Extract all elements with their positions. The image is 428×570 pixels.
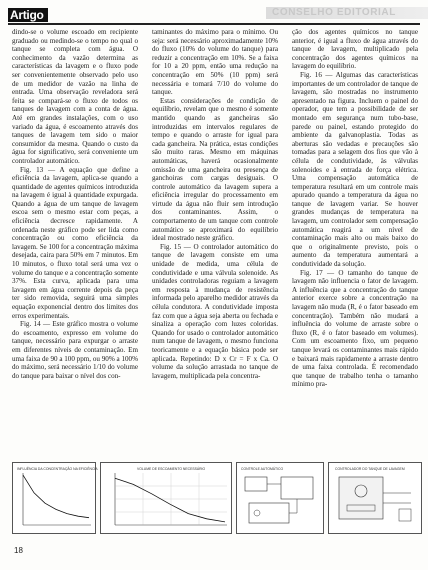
text-column-1 <box>12 28 138 380</box>
paragraph: Fig. 14 — Este gráfico mostra o volume do escoamento, expresso em volume do tanque, necessário para expurgar o arraste em diferentes níveis de contaminação. Em uma faixa de 90 a 100 ppm, ou 90% a 100% do máximo, será necessário 1/10 do volume do tanque para baixar o nível dos con- <box>12 320 138 380</box>
paragraph: Fig. 13 — A equação que define a eficiência da lavagem, aplica-se quando a quantidade de agentes químicos introduzida na lavagem é igual à quantidade expurgada. Quando a água de um tanque de lavagem escoa sem o mesmo estar com peças, a eficiência decresce rapidamente. A ordenada neste gráfico pode ser lida como concentração ou como eficiência da lavagem. Se 100 for a concentração máxima desejada, caira para 50% em 7 minutos. Em 10 minutos, o fluxo total será uma vez o volume do tanque e a concentração somente 37%. Esta curva, aplicada para uma lavagem em água corrente depois da peça ter sido removida, seguirá uma simples equação exponencial dentro dos limites dos erros experimentais. <box>12 165 138 320</box>
figure-graph-svg <box>101 463 231 533</box>
header-rule <box>8 23 420 25</box>
header-banner-text: CONSELHO EDITORIAL <box>272 7 396 18</box>
paragraph: ção dos agentes químicos no tanque anterior, é igual a fluxo de água através do tanque de lavagem, multiplicado pela concentração dos agentes químicos na lavagem do equilíbrio. <box>292 28 418 71</box>
figure-schematic-svg <box>237 463 323 533</box>
page-number: 18 <box>14 546 23 555</box>
figure-curve <box>23 475 89 518</box>
figure-concentration-graph <box>12 462 96 534</box>
text-column-3 <box>292 28 418 389</box>
text-column-2 <box>152 28 278 380</box>
paragraph: Fig. 17 — O tamanho do tanque de lavagem não influencia o fator de lavagem. A influência que a concentração do tanque anterior exerce sobre a concentração na lavagem não muda (R, é o fator baseado em concentração). Também não mudará a influência do volume de arraste sobre o fluxo (R, é o fator baseado em volumes). Com um escoamento fixo, um pequeno tanque levará os contaminantes mais rápido e baixará mais rapidamente a arraste dentro de uma faixa controlada. É recomendado que tanque de trabalho tenha o tamanho mínimo pra- <box>292 268 418 389</box>
figure-title: VOLUME DE ESCOAMENTO NECESSÁRIO <box>137 467 206 471</box>
figure-title: INFLUÊNCIA DA CONCENTRAÇÃO NA EFICIÊNCIA <box>17 467 98 471</box>
paragraph: Fig. 16 — Algumas das características importantes de um controlador de tanque de lavagem, são mostradas no instrumento apresentado na figura. Incluem o painel do operador, que tem a possibilidade de ser montado em segurança num tubo-base, parede ou painel, estando protegido do ambiente da galvanoplastia. Todas as aberturas são vedadas e precauções são tomadas para a selagem dos fios que vão à célula de condutividade, às válvulas solenoides e à entrada de força elétrica. Uma compensação automática de temperatura resultará em um controle mais apurado quando a temperatura da água no tanque de lavagem variar. Se houver grandes mudanças de temperatura na lavagem, um controlador sem compensação automática reagirá a um nível de contaminação mais alto ou mais baixo do que o originalmente previsto, pois o aumento da temperatura aumentará a condutividade da solução. <box>292 70 418 269</box>
paragraph: Fig. 15 — O controlador automático do tanque de lavagem consiste em uma unidade de medida, uma célula de condutividade e uma válvula solenoide. As unidades controladoras reguiam a lavagem em resposta à mudança de resistência informada pelo aparelho medidor através da célula condutora. A condutividade imposta faz com que a água seja aberta ou fechada e sinaliza a operação com luzes coloridas. Quando for usado o controlador automático num tanque de lavagem, o mesmo funciona teoricamente e a equação básica pode ser aplicada. Repetindo: D x Cr = F x Ca. O volume da solução arrastada no tanque de lavagem, multiplicada pela concentra- <box>152 242 278 380</box>
section-logo-text: Artigo <box>10 8 44 22</box>
figure-title: CONTROLE AUTOMÁTICO <box>241 467 284 471</box>
figure-flow-graph <box>100 462 232 534</box>
figure-control-schematic <box>236 462 324 534</box>
paragraph: dindo-se o volume escoado em recipiente graduado ou medindo-se o tempo no qual o tanque se completa com água. O conhecimento da vazão determina as características da lavagem e o fluxo pode ser convenientemente observado pelo uso de um medidor de vazão na linha de entrada. Uma observação reveladora será feita se compará-se o fluxo de todos os tanques de lavagem com a conta de água. Até em grandes instalações, com o uso variado da água, é escoamento através dos tanques de lavagem tem sido o maior consumidor da mesma. Quando o custo da água for significativo, será conveniente um controlador automático. <box>12 28 138 165</box>
figure-graph-svg <box>13 463 95 533</box>
figure-curve <box>115 478 225 522</box>
figure-controller <box>328 462 422 534</box>
paragraph: taminantes do máximo para o mínimo. Ou seja: será necessário aproximadamente 10% do fluxo (10% do volume do tanque) para reduzir a concentração em 10%. Se a faixa for 10 a 20 ppm, então uma redução na concentração em 50% (10 ppm) será necessária e tomará 7/10 do volume do tanque. <box>152 28 278 97</box>
figure-controller-svg <box>329 463 421 533</box>
paragraph: Estas considerações de condição de equilíbrio, revelam que o mesmo é somente mantido quando as gancheiras são introduzidas em intervalos regulares de tempo e quando o arraste for igual para cada gancheira. Na prática, estas condições são muito raras. Mesmo em máquinas automáticas, haverá ocasionalmente omissão de uma gancheira ou presença de ganchoiras com cargas desiguais. O controle automático da lavagem supera a eficiência irregular do processamento em virtude da água não fluir sem introdução dos contaminantes. Assim, o comportamento de um tanque com controle automático se aproximará do equilíbrio ideal mostrado neste gráfico. <box>152 96 278 243</box>
figure-title: CONTROLADOR DO TANQUE DE LAVAGEM <box>335 467 405 471</box>
